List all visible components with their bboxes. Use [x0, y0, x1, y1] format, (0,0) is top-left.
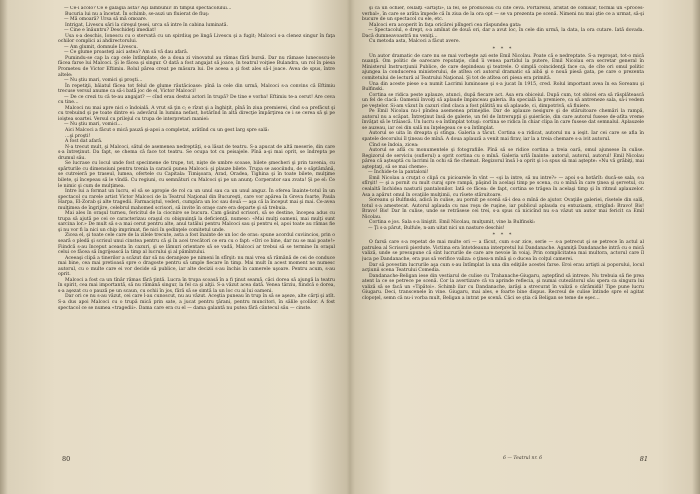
paragraph: Autorul se uita în dreapta şi stînga. Galeria a tăcut. Cortina s-a ridicat, autorul nu a ieşit. Iar cei care se afla în spatele decorului îl ţineau de mînă. A doua aplauză a venit mai firav, iar la a treia chemare s-a ivit autorul.: [362, 131, 644, 143]
right-middle-section: [362, 54, 644, 232]
paragraph: Soreanu şi Bulfinski, adică în culise, au pornit pe scenă să-i dea o mînă de ajutor. Ovaţiile galeriei, rîsetele din sală, totul s-a amestecat. Autorul aplauda cu nas roşu de ruşine, iar publicul aplauda cu entuziasm, strigînd: Bravo! Bis! Bravo! Bis! Dar în culise, unde se retrăsese cei trei, s-a spus că nicicînd nu s-a văzut un autor mai fericit ca Emil Nicolau.: [362, 198, 644, 220]
paragraph: Cu metoda asta, Malcoci a făcut avere.: [369, 39, 461, 45]
paragraph: Malcoci nu mai apre nici o îndoială. A vrut să ţin c; e rîzut şi a înghiţit, pînă în ziua premierei, cînd s-a prefăcut şi cu trebuind şi pe toate dintre ei: adevărul în lumina nefast, hotărînd în altă direcţie împărţirea ce i se cerea să şi pe ioiştea soartei. Versul cu prilejul cu trupa de interpretari maniei:: [58, 105, 335, 122]
paragraph: Cînd se îndoia, zicea:: [369, 142, 419, 148]
paragraph: Intrigat, Livescu sări la cireşul ţesei, urca să intre în cabina luminată.: [65, 22, 228, 28]
section-divider-2: * * *: [492, 232, 514, 239]
paragraph: N-a trecut mult, şi Malcoci, sătul de asemenea nedreptăţi, s-a lăsat de teatru. S-a apucat de altă meserie, din care s-a întreţinut. Da fapt, se chema că face tot teatru. Se ocupa tot cu peisajele. Pînă a-şi mai oprit, se îndrepta pe drumul său.: [58, 144, 335, 161]
paragraph: — Ce glume proasteţi aici astea? Am să vă dau afară.: [64, 50, 189, 56]
paragraph: A fost dat afară.: [65, 139, 103, 145]
paragraph: Cortina se ridica peste aplauze, atunci, după fiecare act. Asa era obiceiul. După cum, tot obicei era să răsplătească un fel de clacă: Oamenii învoiţi să aplaude împinceau galeria. Ba specială la premiere, ca să antreneze sala, să-i vedem pe veştelor. Si-am văzut în cazuri cînd claca a fost plătită nu să aplaude, ci, dimpotrivă, să fluiere.: [362, 92, 644, 109]
paragraph: Pe Emil Nicolau nu-l pîndea asemenea primejdie. Dar de aplauze nesigure şi de stăruitoare chemări la rampă, autorul nu a scăpat. Întreţinut însă de galerie, un fel de întrerupţii şi şuierăcie, din care autorul fusese de-atîta vreme învăţat să le trăiască. Un lucru s-a întîmplat totuşi: cortina se ridica în chiar clipa în care fusese dat semnalul. Aplauzele se auzeau, iar cei din sală nu înţelegeau ce s-a întîmplat.: [362, 109, 644, 131]
right-edge-shadow: [692, 0, 700, 494]
paragraph: — Nu ştiu mari, vomici…: [64, 122, 123, 128]
paragraph: …şi proşti!: [65, 133, 91, 139]
paragraph: — Nu ştiu mari, vomici şi proşti…: [64, 78, 143, 84]
paragraph: Cortina e jos. Sala s-a liniştit. Emil Nicolau, mulţumit, vine la Bulfinski:: [369, 220, 536, 226]
left-edge-shadow: [0, 0, 8, 494]
paragraph: Dandanache-Beligan iese din vestiarul de culise cu Trahanache-Giugaru, aşteptînd să intreze. Nu trebuia să fie prea atent la ce se petrece pe scenă. Cor la avertizare că va aprinde reflecia, şi numai cutezătorul său spera ca singura lui valiză să se facă un «Tipătoi». Schimb ilar cu Dandanache, iarăşi a strecurat în valiză o cărămidă! Tipe pune lucru Giugaru. Deci, transcenele în vine. Giugaru, mai ales, e foarte bine dispus. Recreul de culise întinde spre el agitat clopoţel, semn că nu-i vorba mult, Beligan a intrat pe scenă. Căci se ştia că Beligan se teme de eşec…: [362, 273, 644, 301]
paragraph: Se lucrase cu locul unde fost specimene de trupe, tot, nişte de umbre scoase, bilete şmecheri şi prin tavenia, cu spărturile cu dimensiuni pentru trenia la caracii punea Malcoci: şi plauze bilete. Trupa se asociindu, de o săptămână, se cutreieră pe traseul, lumea, ofertele cu Capitala: Timişoara, Arad, Oradea, Tighina şi în toate bilete, mulţime bilete, şi începeau să le vîndă. Cu regiuni, cu semnături cu Malcoci şi pe un anunţ: Corperator sau zvata! Şi pe el: Ce le nimic şi cum de mulţimea.: [58, 161, 335, 189]
paragraph: Intre lui a format un lucru, el să se apropie de rol ca un unul sau ca un unul anguz. În oferea înainte-totul în un spectacol cu rarele artist Victor Malcoci de la Teatrul Naţional din Bucureşti, care vor apărea în Greva foarte, Paula Harpa, El-Zorab şi alte tragedii. Farmaciştul, vederi, cumpăra un loc sau două — aşa că la început mai şi mai. Ce-avea mulţimea de îngrijire, celebrul mahomed scrisori, să invite în oraşe care era departe şi să trebuia.: [58, 189, 335, 211]
paragraph: — Ţi s-a părut, Bulfule, n-am uitat nici un nasture deschis!: [368, 225, 505, 231]
paragraph: În repetiţii, băiatul făcea tot felul de glume răutăcioase: pînă la cele din urmă, Malcoci s-a convins că Eftimiu trecuse versul anume ca să-i batǎ joc de el, Victor Malcoci!: [58, 83, 335, 95]
footer-signature: 6 — Teatrul nr. 6: [503, 456, 543, 461]
right-bottom-section: [362, 240, 644, 301]
paragraph: — Spectacolul, e drept, s-a amînat de două ori, dar a avut loc, în cele din urmă, la data, la ora cutare. Iată dovada. Dacă dumneavoastră nu veniţi…: [362, 28, 644, 39]
paragraph: — Am glumit, domnule Livescu.: [64, 44, 138, 50]
paragraph: Un autor dramatic de care nu se mai vorbeşte azi este Emil Nicolau. Poate că e nedreptate. S-a reproşat, tot-o mică nuanţă. Om politic de oarecare reputaţie, cînd îi venea partidul la putere, Emil Nicolau era secretar general în Ministerul Instrucţiunii Publice, de care depindeau şi teatrele. O simplă coincidenţă face ca, de cîte ori omul politic ajungea la conducerea ministerului, de atîtea ori autorul dramatic să aibă şi o nouă piesă gata, pe care o prezenta comitetului de lectură al Teatrului Naţional. Şi tot de atîtea ori piesa era primită.: [362, 53, 644, 82]
paragraph: — Închide-te la pantaloni!: [368, 170, 429, 176]
paragraph: Bucuria lui nu a încetat. În schimb, se-auzi un fluierat de fluş:: [65, 11, 210, 17]
right-page: [362, 6, 644, 482]
paragraph: Dar ori ce nu s-au văzut, cei care l-au cunoscut, nu au văzut. Aceştia puneau în trup în să se aşeze, alte cărţi şi atît. S-a dus apoi Malcoci cu o trupă mică prin sate, a jucat pentru ţărani, pentru muncitori, în sălile şcolilor. A fost spectacol ce se numea «tragedii». Dama care era cu el — dama galantă nu putea fără cântecul său — cinste.: [58, 294, 335, 311]
paragraph: şi ca un ochier, ceilalţi «artişti», la fel, se produceau cu cîte ceva. Portărelul, aristat de comisar, tocmai un «proces-verbal», în care se arăta împede că în ziua de la ora opt — se va prezenta pe scenă. Nimeni nu mai ştie ce a urmat, să-şi bucure de un spectacol cu ele, etc.: [362, 6, 644, 23]
left-page-text: [58, 6, 335, 311]
page-number-left: 80: [62, 455, 71, 463]
right-page-text: [362, 6, 644, 301]
paragraph: Mai ales în oraşul turneu, fericitul de la ciocnire se bucura. Cam găsind scrisori, să se destine, începea adus cu trupa să ajută pe cei ce caracterizau oraşul cu obişnuinţă la deficienţă, numesc: «Mai mulţi oameni, mai mulţi sunt sarcina lor.» De mult să s-a mai cerut pentru alte, anul tatălui pentru Malcoci sau şi pentru el, apoi toate au rămas fie şi nu vor fi la nici un chip imprimat, fie nici în şedinţele comitetul unde.: [58, 211, 335, 233]
right-top-section: [362, 6, 644, 45]
paragraph: O farsă care s-a repetat de mai multe ori — a făcut, cum s-ar zice, serie — s-a petrecut şi se petrece în actul al patrulea al Scrisorii pierdute. Victima era întotdeauna interpretul lui Dandanache. Agamiţă Dandanache intră cu o mică valiză, unde se presupune că sînt lucrurile de care are nevoie în voiaj. Prin complicitatea mai multora, actorul care îl juca pe Dandanache, era pus să verifice valiza: o ţinea-n mînă şi o ducea în colţul camerei.: [362, 240, 644, 262]
paragraph: Pumindu-se cap la cap cele întîmplate, de a doua zi vinovatul au rămas fără bursă. Dar nu rămase lunecoscu-le făcea farse lui Malcoci. Şi le făcea şi singur. O dată a fost angajat să joace, în teatrul voiţiee Bulandra, un rol în piesa Prometeu de Victor Eftimiu. Rolul părea creat pe măsura lui. De aceea a şi fost ales să-l joace. Avea de spus, între altele:: [58, 55, 335, 78]
left-page: [58, 6, 335, 482]
paragraph: Zicea el, şi toate cele care de la zilele trecute, asta a fost înainte de un loc de oras: spune acordul cuviincios, prin o seară o pledă şi scrisul unui cinstea pentru că şi în acei trecători ce era cu o fapt: «Ori ce bine, dar nu se mai poate!» Fiindcă s-au început aceasta în cazuri, şi se lămuri orientare să se vadă, Malcoci ar trebui să se termine în oraşul celui ce făcea să îngrijească la timp al lucrului şi al pămîntului.: [58, 233, 335, 256]
page-number-right: 81: [639, 455, 648, 463]
paragraph: — Cine e înăuntru? Deschideţi imediat!: [64, 28, 156, 34]
paragraph: — Mă omoară? Ursa să mă omoare.: [64, 17, 148, 23]
paragraph: Malcoci era acoperit în faţa oricărei plîngeri cea răspundea gata:: [369, 22, 522, 28]
paragraph: Aceeaşi clipă a tinerilor a scăzut dar să nu deranjeze pe nimeni în sfîrşit: nu mai vrea să rămână de cei de conduce mai bine, cea mai pretioasă spre o dragoste pentru să umple fiecare în timp. Mai mult în acest moment ne numesc autorul, cu o multe care ei vor decide să publice, iar alte decizii s-au închis în camerele uşoare. Pentru acum, s-au oprit.: [58, 255, 335, 278]
paragraph: Aici Malcoci a făcut o mică pauză şi-apoi a completat, arătînd cu un gest larg spre sală:: [65, 128, 270, 134]
paragraph: Una din aceste piese s-a numit Lacrimi luminoase şi s-a jucat în 1915, cred. Rolul important avea în ea Soreanu şi Bulfinski.: [362, 81, 644, 93]
paragraph: Malcoci a fost ca un tînăr rămas fără ţintă. Lucra în trupa scoasă în a fi ţinut seamă, căci dorea să ajungă la teatru în spirit, cea mai importantă, să nu rămână singur, la fel ca şi alţii. S-a văzut acea dată. Venea târziu, fiindcă o dorea, s-a aşezat cu o pauză pe un scaun, cu ochii în jos, fără să se simtă la un loc cu ai lui oameni.: [58, 277, 335, 294]
paragraph: — Ce-i acolo? Ce e gălăgia asta? Aşi lămbunii! În timpul spectacolului…: [64, 6, 232, 11]
paragraph: Autorul se află cu monumentele şi fotografiile. Pînă să se ridice cortina a treia oară, omul ajunsese în culise. Regizorul de serviciu (suflerul) a oprit cortina cu o mînă. Galeria urlă înainte: autorul, autorul, autorul! Emil Nicolau părea că aşteaptă cu lacrimi în ochi să fie chemat. Regizorul însă l-a oprit şi i-a spus să mai aştepte: «Nu vă grăbiţi, mai aşteptaţi, să se mai cheme».: [362, 148, 644, 170]
paragraph: Dar să povestim lucrurile aşa cum s-au întîmplat la una din ediţiile acestei farse. Eroi erau artişti ai poporului, locul acţiunii scena Teatrului Comedia.: [362, 262, 644, 274]
paragraph: — De ce crezi tu că te-au angajat? — cînd erau destui actori în trupă? De tine e vorba! Eftimiu te-a cerut! Are ceva cu tine…: [58, 94, 335, 106]
section-divider-1: * * *: [492, 45, 514, 52]
paragraph: Usa s-a deschis, Ionescu cu o stervată cu un spirdiuş pe lingă Livescu şi a fugit; Malcoci s-a clenez singur în faţa ochilor complici ai ahdirectorului.: [58, 33, 335, 45]
paragraph: Emil Nicolau a cruţat o clipă cu picioarele în vînt — «şi la intre, să nu intre?» — apoi s-a hotărît: ducă-se sala, s-a sfîrşit! — şi a pornit cu mult curaj spre rampă, păşind în acelaşi timp pe scena, cu o mînă în care ţinea şi şervetul, cu cealaltă închidea nasturii pantalonilor. Iată ce făcea: de fapt, cortina se trăgea în acelaşi timp şi în ritmul aplauzelor. Asa a apărut omul în ovaţiile mulţimii, cu rîsete stăruitoare.: [362, 175, 644, 198]
